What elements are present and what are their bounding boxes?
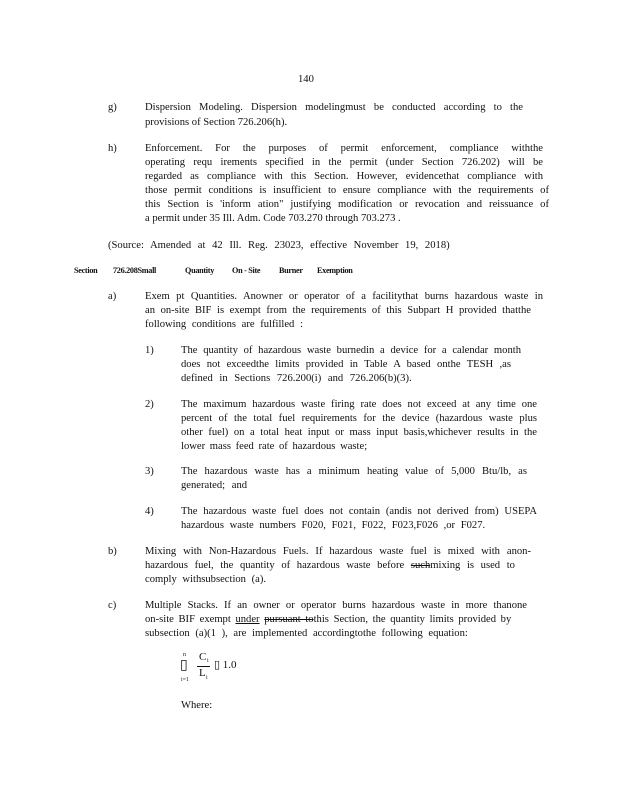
equation-denominator-subscript: i xyxy=(206,675,208,681)
subsection-b-line-2-rest: mixing is used to xyxy=(430,560,515,571)
section-heading-label: Section xyxy=(74,266,98,275)
item-a3-label: 3) xyxy=(145,466,154,477)
subsection-c-line-2 xyxy=(145,612,511,627)
subsection-a-line-2: an on-site BIF is exempt from the requirements of this Subpart H provided thatthe xyxy=(145,305,531,316)
item-a1-line-2: does not exceedthe limits provided in Table A based onthe TESH ,as xyxy=(181,359,511,370)
item-a2-line-3: other fuel) on a total heat input or mass input basis,whichever results in the xyxy=(181,427,537,438)
subsection-c-struck-text: pursuant to xyxy=(264,614,314,625)
item-h-line-1: Enforcement. For the purposes of permit enforcement, compliance withthe xyxy=(145,143,543,154)
item-a2-line-2: percent of the total fuel requirements for the device (hazardous waste plus xyxy=(181,413,537,424)
item-h-line-2: operating requ irements specified in the permit (under Section 726.202) will be xyxy=(145,157,543,168)
subsection-a-line-3: following conditions are fulfilled : xyxy=(145,319,303,330)
equation-numerator-subscript: i xyxy=(207,658,209,664)
equation-numerator: C xyxy=(199,651,207,663)
subsection-b-label: b) xyxy=(108,546,117,557)
subsection-c-line-3: subsection (a)(1 ), are implemented accordingtothe following equation: xyxy=(145,628,468,639)
item-h-line-4: those permit conditions is insufficient to ensure compliance with the requirements of xyxy=(145,185,549,196)
equation-sum-lower: i=1 xyxy=(181,677,190,683)
item-a4-line-2: hazardous waste numbers F020, F021, F022, F023,F026 ,or F027. xyxy=(181,520,486,531)
equation-sum-upper: n xyxy=(183,652,186,658)
section-heading-word-quantity: Quantity xyxy=(185,266,214,275)
item-a1-label: 1) xyxy=(145,345,154,356)
subsection-c-label: c) xyxy=(108,600,117,611)
item-a3-line-2: generated; and xyxy=(181,480,248,491)
section-heading-word-onsite: On - Site xyxy=(232,266,261,275)
subsection-b-line-3: comply withsubsection (a). xyxy=(145,574,267,585)
subsection-a-label: a) xyxy=(108,291,117,302)
subsection-b-line-1: Mixing with Non-Hazardous Fuels. If hazardous waste fuel is mixed with anon- xyxy=(145,546,531,557)
source-note: (Source: Amended at 42 Ill. Reg. 23023, effective November 19, 2018) xyxy=(108,240,450,251)
page-number: 140 xyxy=(298,74,314,85)
item-a1-line-1: The quantity of hazardous waste burnedin a device for a calendar month xyxy=(181,345,521,356)
section-heading-word-burner: Burner xyxy=(279,266,303,275)
equation-sum-symbol: ▯ xyxy=(180,658,188,673)
subsection-b-line-2 xyxy=(145,558,515,573)
subsection-b-struck-text: such xyxy=(410,560,431,571)
item-g-line-2: provisions of Section 726.206(h). xyxy=(145,117,288,128)
item-a2-line-4: lower mass feed rate of hazardous waste; xyxy=(181,441,368,452)
equation-relation: ▯ 1.0 xyxy=(214,659,237,671)
equation-denominator: L xyxy=(199,667,206,679)
item-h-label: h) xyxy=(108,143,117,154)
item-a3-line-1: The hazardous waste has a minimum heating value of 5,000 Btu/lb, as xyxy=(181,466,527,477)
subsection-c-underlined-text: under xyxy=(235,614,260,625)
subsection-c-line-2-pre: on-site BIF exempt xyxy=(145,614,231,625)
item-h-line-6: a permit under 35 Ill. Adm. Code 703.270 through 703.273 . xyxy=(145,213,401,224)
item-h-line-5: this Section is 'inform ation" justifying modification or revocation and reissuance of xyxy=(145,199,549,210)
item-h-line-3: regarded as compliance with this Section. However, evidencethat compliance with xyxy=(145,171,543,182)
subsection-c-line-2-post: this Section, the quantity limits provided by xyxy=(313,614,512,625)
section-heading-word-exemption: Exemption xyxy=(317,266,353,275)
subsection-b-line-2-text: hazardous fuel, the quantity of hazardous waste before xyxy=(145,560,405,571)
item-a2-line-1: The maximum hazardous waste firing rate does not exceed at any time one xyxy=(181,399,537,410)
item-a4-label: 4) xyxy=(145,506,154,517)
section-heading-number: 726.208Small xyxy=(113,266,157,275)
item-g-label: g) xyxy=(108,102,117,113)
item-a1-line-3: defined in Sections 726.200(i) and 726.206(b)(3). xyxy=(181,373,412,384)
where-label: Where: xyxy=(181,700,213,711)
item-a4-line-1: The hazardous waste fuel does not contain (andis not derived from) USEPA xyxy=(181,506,537,517)
item-a2-label: 2) xyxy=(145,399,154,410)
item-g-line-1: Dispersion Modeling. Dispersion modelingmust be conducted according to the xyxy=(145,102,523,113)
subsection-c-line-1: Multiple Stacks. If an owner or operator burns hazardous waste in more thanone xyxy=(145,600,527,611)
subsection-a-line-1: Exem pt Quantities. Anowner or operator of a facilitythat burns hazardous waste in xyxy=(145,291,543,302)
